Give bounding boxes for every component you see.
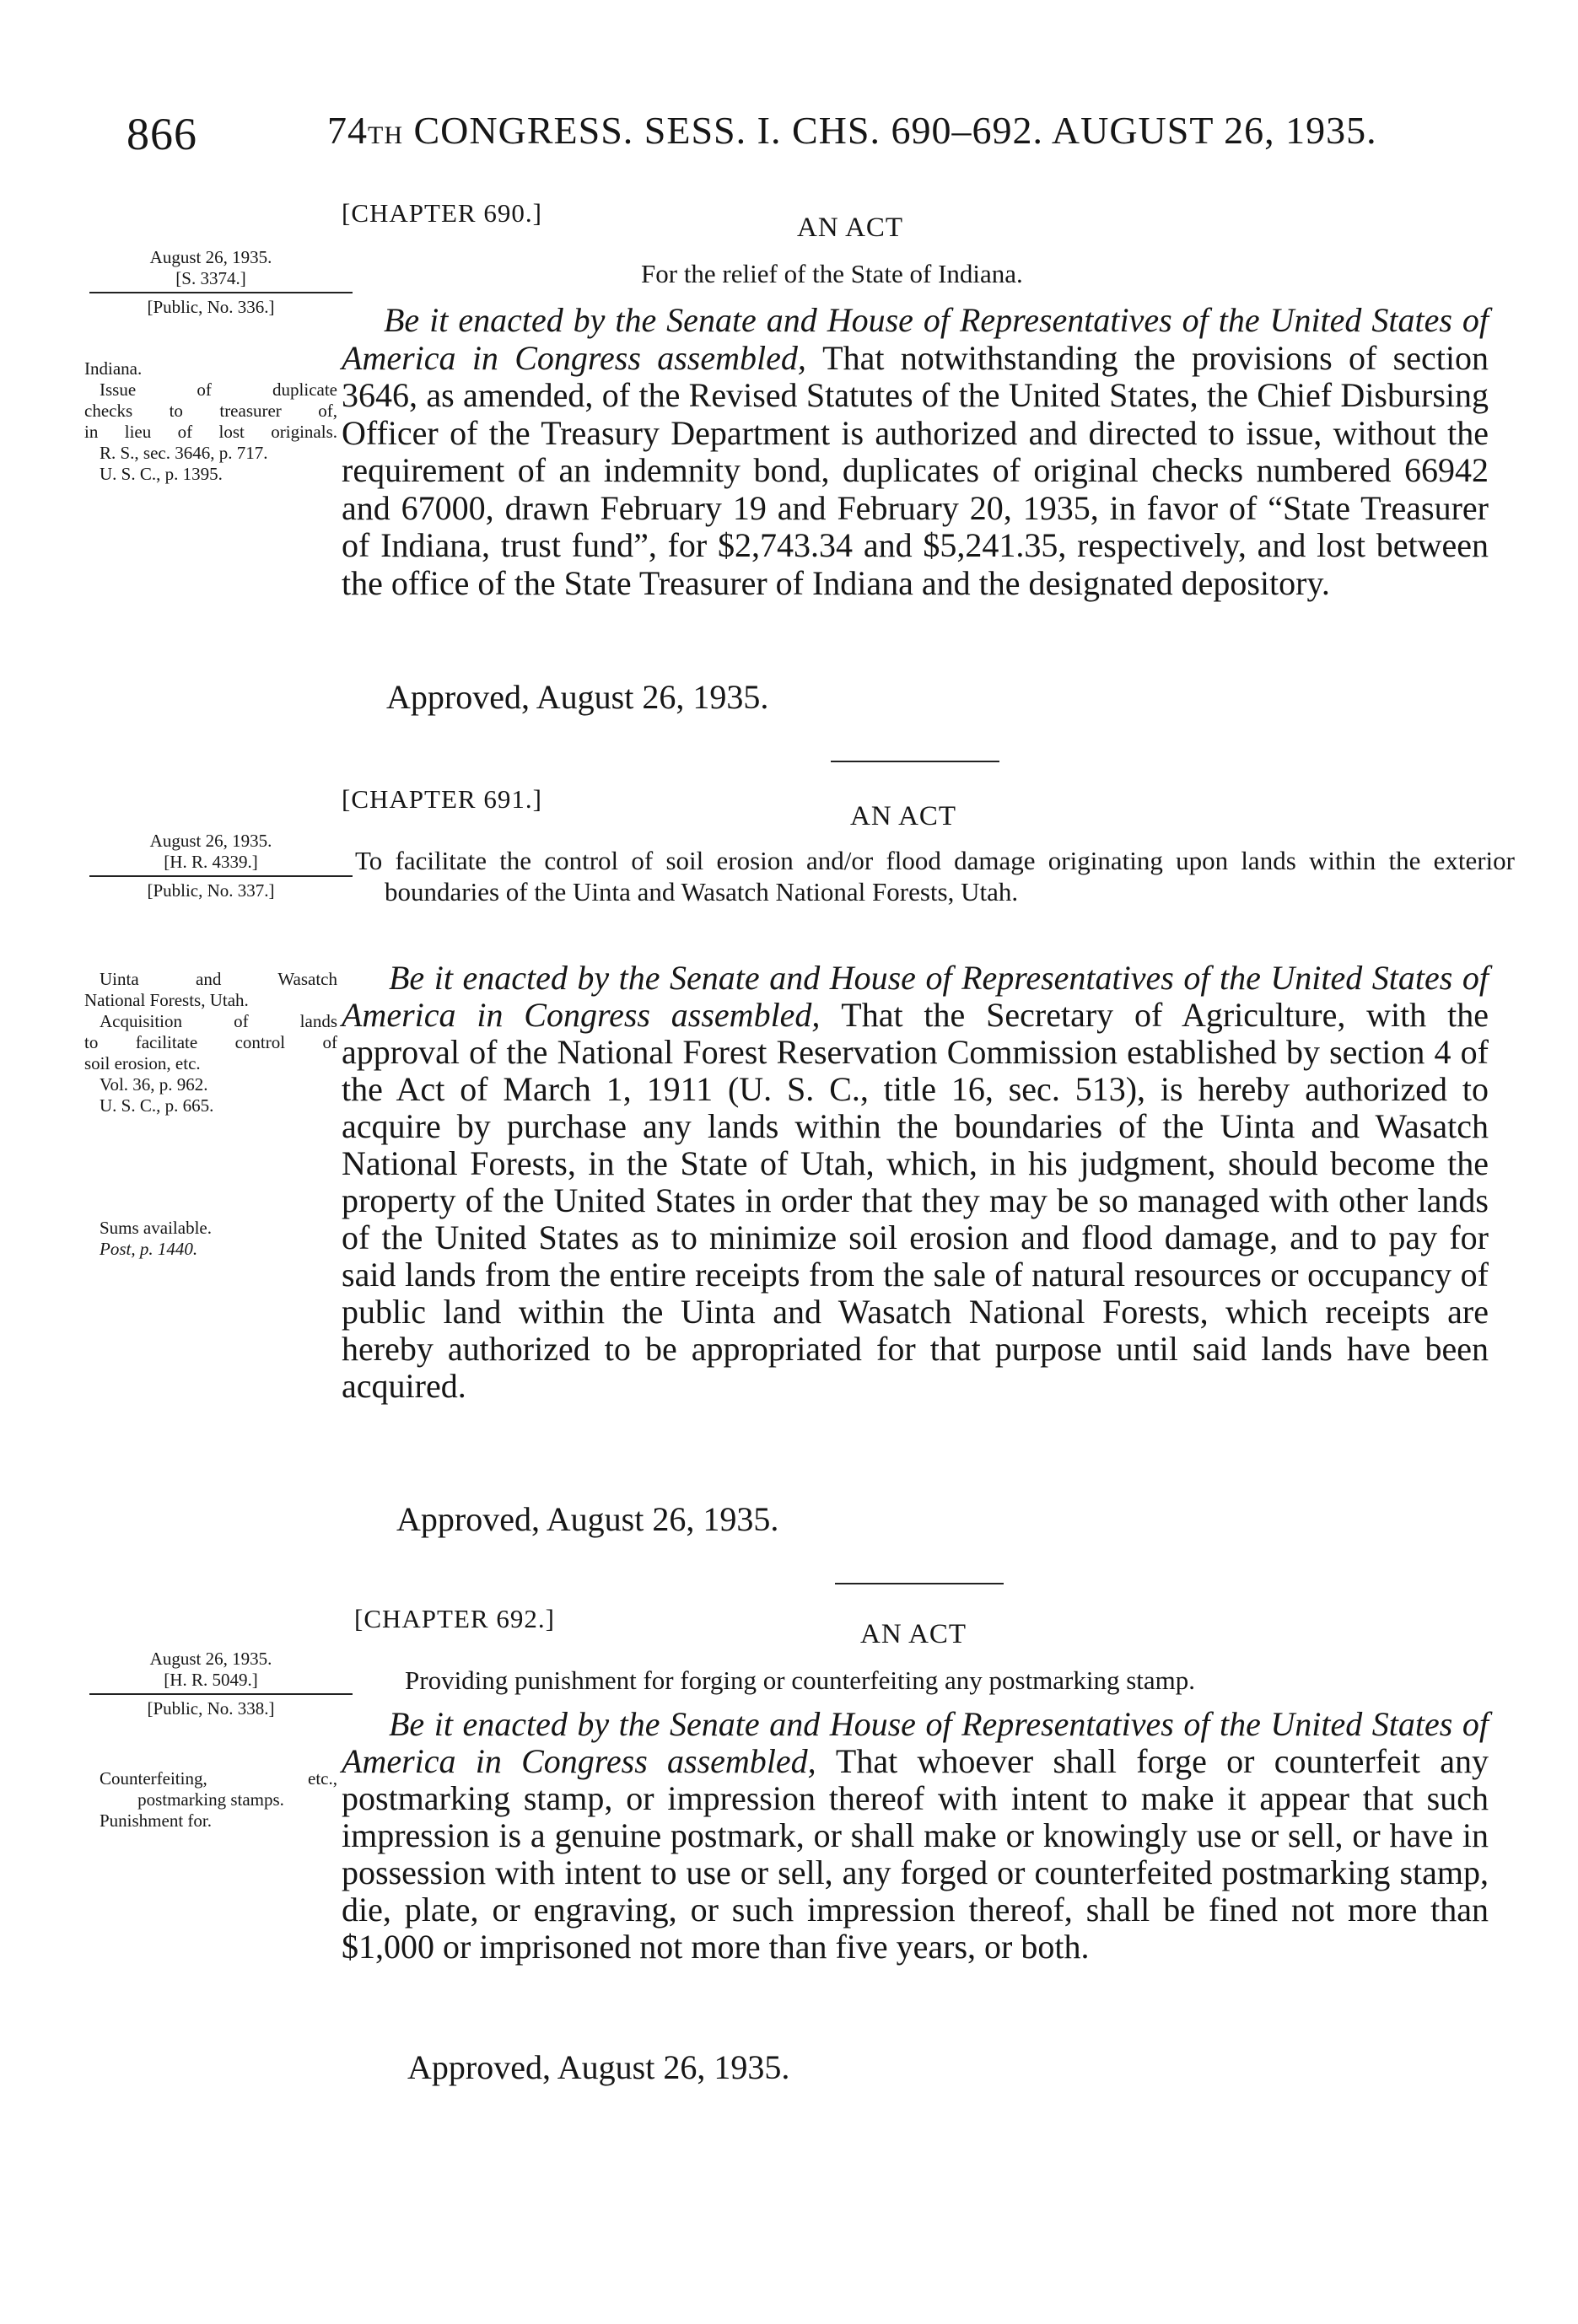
chapter-690-margin-notes <box>84 247 337 485</box>
margin-date: August 26, 1935. <box>149 1649 272 1669</box>
margin-note: Indiana. <box>84 358 143 379</box>
chapter-692-approved: Approved, August 26, 1935. <box>407 2048 790 2086</box>
margin-rule <box>89 875 353 877</box>
margin-spacer <box>84 318 337 358</box>
separator-rule <box>831 761 999 762</box>
margin-bill: [H. R. 4339.] <box>164 852 258 872</box>
margin-public-law: [Public, No. 337.] <box>147 880 275 901</box>
margin-note: checks to treasurer of, <box>84 401 337 421</box>
chapter-692-act-label: AN ACT <box>860 1619 967 1649</box>
margin-bill: [H. R. 5049.] <box>164 1670 258 1690</box>
margin-note: Post, p. 1440. <box>100 1239 198 1259</box>
chapter-691-margin-notes <box>84 831 337 1260</box>
margin-note: Issue of duplicate <box>100 379 337 400</box>
margin-bill: [S. 3374.] <box>175 268 246 288</box>
margin-note: U. S. C., p. 1395. <box>100 464 223 484</box>
chapter-692-label: [CHAPTER 692.] <box>354 1604 555 1633</box>
margin-public-law: [Public, No. 336.] <box>147 297 275 317</box>
running-head-text: CONGRESS. SESS. I. CHS. 690–692. AUGUST 26, 1935. <box>403 109 1377 152</box>
running-head-suffix: TH <box>368 121 403 149</box>
chapter-690-act-label: AN ACT <box>797 212 904 243</box>
chapter-691-text: That the Secretary of Agriculture, with the approval of the National Forest Reservation Commission established by section 4 of the Act of March 1, 1911 (U. S. C., title 16, sec. 513), is hereby authorized to acquire by purchase any lands within the boundaries of the Uinta and Wasatch National Forests, in the State of Utah, which, in his judgment, should become the property of the United States in order that they may be so managed with other lands of the United States as to minimize soil erosion and flood damage, and to pay for said lands from the entire receipts from the sale of natural resources or occupancy of public land within the Uinta and Wasatch National Forests, which receipts are hereby authorized to be appropriated for that purpose until said lands have been acquired. <box>342 996 1489 1405</box>
margin-rule <box>89 292 353 293</box>
margin-note: Sums available. <box>100 1218 212 1238</box>
page-number: 866 <box>127 109 197 159</box>
chapter-690-approved: Approved, August 26, 1935. <box>386 678 769 716</box>
chapter-691-approved: Approved, August 26, 1935. <box>396 1500 779 1538</box>
enacting-clause: Be it enacted by the Senate and House of Representatives of the United States of America in Congress assembled, <box>342 1705 1489 1780</box>
chapter-691-title: To facilitate the control of soil erosion and/or flood damage originating upon lands within the exterior boundaries of the Uinta and Wasatch National Forests, Utah. <box>355 846 1515 906</box>
margin-note: Acquisition of lands <box>100 1011 337 1031</box>
margin-note: soil erosion, etc. <box>84 1053 201 1073</box>
margin-date: August 26, 1935. <box>149 831 272 851</box>
enacting-clause: Be it enacted by the Senate and House of Representatives of the United States of America in Congress assembled, <box>342 959 1489 1034</box>
margin-rule <box>89 1693 353 1695</box>
chapter-690-title: For the relief of the State of Indiana. <box>641 259 1023 288</box>
separator-rule <box>835 1583 1004 1584</box>
chapter-690-text: That notwithstanding the provisions of section 3646, as amended, of the Revised Statutes of the United States, the Chief Disbursing Officer of the Treasury Department is authorized and directed to issue, without the requirement of an indemnity bond, duplicates of original checks numbered 66942 and 67000, drawn February 19 and February 20, 1935, in favor of “State Treasurer of Indiana, trust fund”, for $2,743.34 and $5,241.35, respectively, and lost between the office of the State Treasurer of Indiana and the designated depository. <box>342 338 1489 602</box>
margin-note: postmarking stamps. <box>137 1789 284 1810</box>
running-head-congress: 74 <box>327 109 368 152</box>
margin-date: August 26, 1935. <box>149 247 272 267</box>
margin-note: U. S. C., p. 665. <box>100 1095 214 1116</box>
chapter-692-title: Providing punishment for forging or counterfeiting any postmarking stamp. <box>405 1665 1196 1695</box>
margin-note: National Forests, Utah. <box>84 990 249 1010</box>
margin-note: Uinta and Wasatch <box>100 969 337 989</box>
margin-note: to facilitate control of <box>84 1032 337 1052</box>
chapter-692-text: That whoever shall forge or counterfeit any postmarking stamp, or impression thereof with intent to make it appear that such impression is a genuine postmark, or shall make or knowingly use or sell, or have in possession with intent to use or sell, any forged or counterfeited postmarking stamp, die, plate, or engraving, or such impression thereof, shall be fined not more than $1,000 or imprisoned not more than five years, or both. <box>342 1742 1489 1966</box>
margin-spacer <box>84 1719 337 1768</box>
chapter-691-label: [CHAPTER 691.] <box>342 784 542 814</box>
margin-spacer <box>84 1116 337 1218</box>
chapter-691-act-label: AN ACT <box>850 801 957 831</box>
margin-note: R. S., sec. 3646, p. 717. <box>100 443 268 463</box>
margin-note: Vol. 36, p. 962. <box>100 1074 208 1095</box>
margin-note: Counterfeiting, etc., <box>100 1768 337 1789</box>
chapter-692-body <box>342 1706 1489 1966</box>
margin-note: in lieu of lost originals. <box>84 422 337 442</box>
margin-note: Punishment for. <box>100 1810 213 1831</box>
margin-public-law: [Public, No. 338.] <box>147 1698 275 1719</box>
chapter-692-margin-notes <box>84 1649 337 1832</box>
chapter-691-body <box>342 960 1489 1405</box>
chapter-690-body <box>342 302 1489 602</box>
running-head <box>327 108 1377 153</box>
chapter-690-label: [CHAPTER 690.] <box>342 198 542 228</box>
enacting-clause: Be it enacted by the Senate and House of Representatives of the United States of America in Congress assembled, <box>342 301 1489 377</box>
margin-spacer <box>84 901 337 969</box>
